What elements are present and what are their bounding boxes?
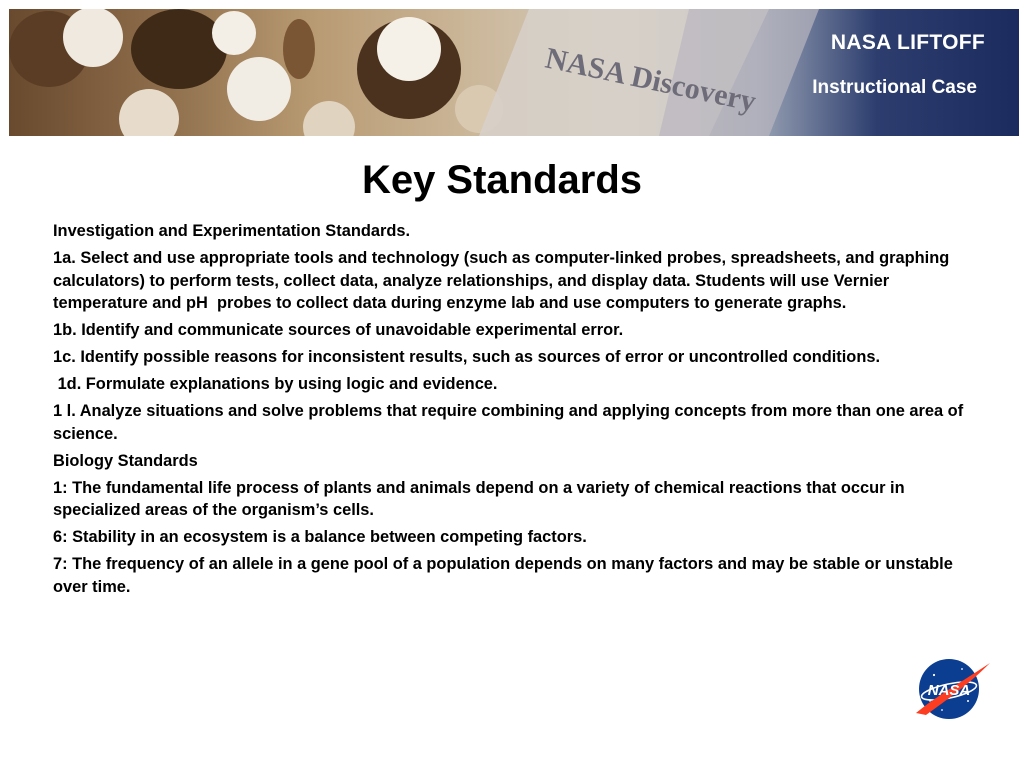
list-item: 1b. Identify and communicate sources of unavoidable experimental error. [53,321,624,339]
banner-subtitle: Instructional Case [812,77,977,98]
banner-title: NASA LIFTOFF [830,31,985,54]
list-item: 6: Stability in an ecosystem is a balance between competing factors. [53,528,587,546]
list-item: Investigation and Experimentation Standards. [53,222,411,240]
list-item: 7: The frequency of an allele in a gene pool of a population depends on many factors and may be stable or unstable over time. [53,555,958,596]
nasa-meatball-icon [912,655,992,721]
page-title: Key Standards [361,158,643,202]
list-item: 1d. Formulate explanations by using logic and evidence. [53,375,498,393]
list-item: 1c. Identify possible reasons for inconsistent results, such as sources of error or uncontrolled conditions. [53,348,880,366]
nasa-logo-text: NASA [927,682,971,699]
list-item: 1: The fundamental life process of plants and animals depend on a variety of chemical reactions that occur in specialized areas of the organism’s cells. [53,478,910,519]
standards-list [53,220,973,603]
shuttle-photo-text: NASA Discovery [542,41,759,119]
shuttle-photo [9,9,1019,136]
list-item: 1 l. Analyze situations and solve problems that require combining and applying concepts from more than one area of science. [53,402,968,443]
list-item: 1a. Select and use appropriate tools and technology (such as computer-linked probes, spreadsheets, and graphing calculators) to perform tests, collect data, analyze relationships, and display data. Students will use Vernier temperature and pH probes to collect data during enzyme lab and use computers to generate graphs. [53,249,954,312]
header-banner [9,9,1019,136]
list-item: Biology Standards [53,451,198,470]
